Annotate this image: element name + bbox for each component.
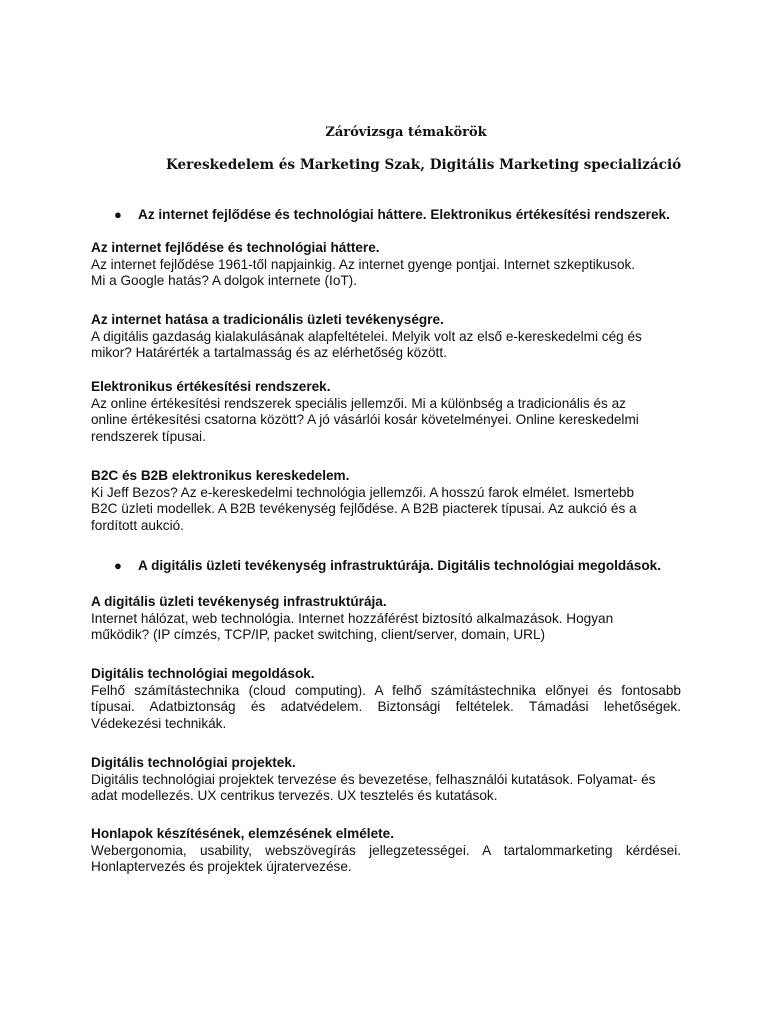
section-text-line: Védekezési technikák. (91, 715, 227, 731)
section-text-line: Felhő számítástechnika (cloud computing). A felhő számítástechnika előnyei és fontosabb (91, 682, 681, 698)
section-text-line: Digitális technológiai projektek tervezése és bevezetése, felhasználói kutatások. Folyamat- és (91, 771, 656, 787)
page-subtitle: Kereskedelem és Marketing Szak, Digitális Marketing specializáció (166, 157, 682, 173)
section-digital-solutions (91, 666, 681, 732)
section-heading: Digitális technológiai megoldások. (91, 666, 315, 681)
section-text-line: Az internet fejlődése 1961-től napjainkig. Az internet gyenge pontjai. Internet szkeptikusok. (91, 256, 636, 272)
section-heading: Elektronikus értékesítési rendszerek. (91, 379, 331, 394)
section-digital-projects (91, 755, 681, 805)
section-text-line: adat modellezés. UX centrikus tervezés. UX tesztelés és kutatások. (91, 788, 498, 803)
section-text-line: B2C üzleti modellek. A B2B tevékenység fejlődése. A B2B piacterek típusai. Az aukció és a (91, 501, 637, 516)
section-digital-infrastructure (91, 594, 681, 644)
section-internet-impact (91, 312, 681, 362)
section-text-line: típusai. Adatbiztonság és adatvédelem. Biztonsági feltételek. Támadási lehetőségek. (91, 699, 681, 714)
section-heading: A digitális üzleti tevékenység infrastruktúrája. (91, 594, 387, 609)
section-heading: Digitális technológiai projektek. (91, 755, 296, 770)
section-text-line: Honlaptervezés és projektek újratervezése. (91, 859, 352, 874)
bullet-text: Az internet fejlődése és technológiai háttere. Elektronikus értékesítési rendszerek. (138, 207, 670, 222)
section-text-line: fordított aukció. (91, 517, 184, 533)
section-internet-development (91, 240, 681, 290)
bullet-text: A digitális üzleti tevékenység infrastruktúrája. Digitális technológiai megoldások. (138, 558, 661, 573)
section-b2c-b2b (91, 468, 681, 534)
bullet-dot-icon: ● (114, 558, 122, 573)
section-website-theory (91, 826, 681, 876)
section-text-line: online értékesítési csatorna között? A jó vásárlói kosár követelményei. Online kereskedelmi (91, 412, 639, 427)
bullet-dot-icon: ● (114, 207, 122, 222)
section-heading: Az internet fejlődése és technológiai háttere. (91, 240, 380, 255)
section-text-line: Webergonomia, usability, webszövegírás jellegzetességei. A tartalommarketing kérdései. (91, 842, 681, 858)
section-heading: B2C és B2B elektronikus kereskedelem. (91, 468, 350, 483)
section-text-line: Ki Jeff Bezos? Az e-kereskedelmi technológia jellemzői. A hosszú farok elmélet. Ismertebb (91, 484, 635, 500)
section-text-line: Internet hálózat, web technológia. Internet hozzáférést biztosító alkalmazások. Hogyan (91, 610, 614, 626)
section-heading: Az internet hatása a tradicionális üzleti tevékenységre. (91, 312, 444, 327)
section-text-line: mikor? Határérték a tartalmasság és az elérhetőség között. (91, 345, 447, 360)
page-title: Záróvizsga témakörök (325, 125, 487, 140)
section-text-line: Mi a Google hatás? A dolgok internete (IoT). (91, 273, 357, 288)
section-text-line: működik? (IP címzés, TCP/IP, packet switching, client/server, domain, URL) (91, 627, 546, 642)
section-text-line: Az online értékesítési rendszerek speciális jellemzői. Mi a különbség a tradicionális és az (91, 395, 626, 411)
section-text-line: A digitális gazdaság kialakulásának alapfeltételei. Melyik volt az első e-kereskedelmi cég és (91, 328, 642, 344)
section-text-line: rendszerek típusai. (91, 428, 206, 444)
section-heading: Honlapok készítésének, elemzésének elmélete. (91, 826, 394, 841)
section-electronic-sales (91, 379, 681, 445)
